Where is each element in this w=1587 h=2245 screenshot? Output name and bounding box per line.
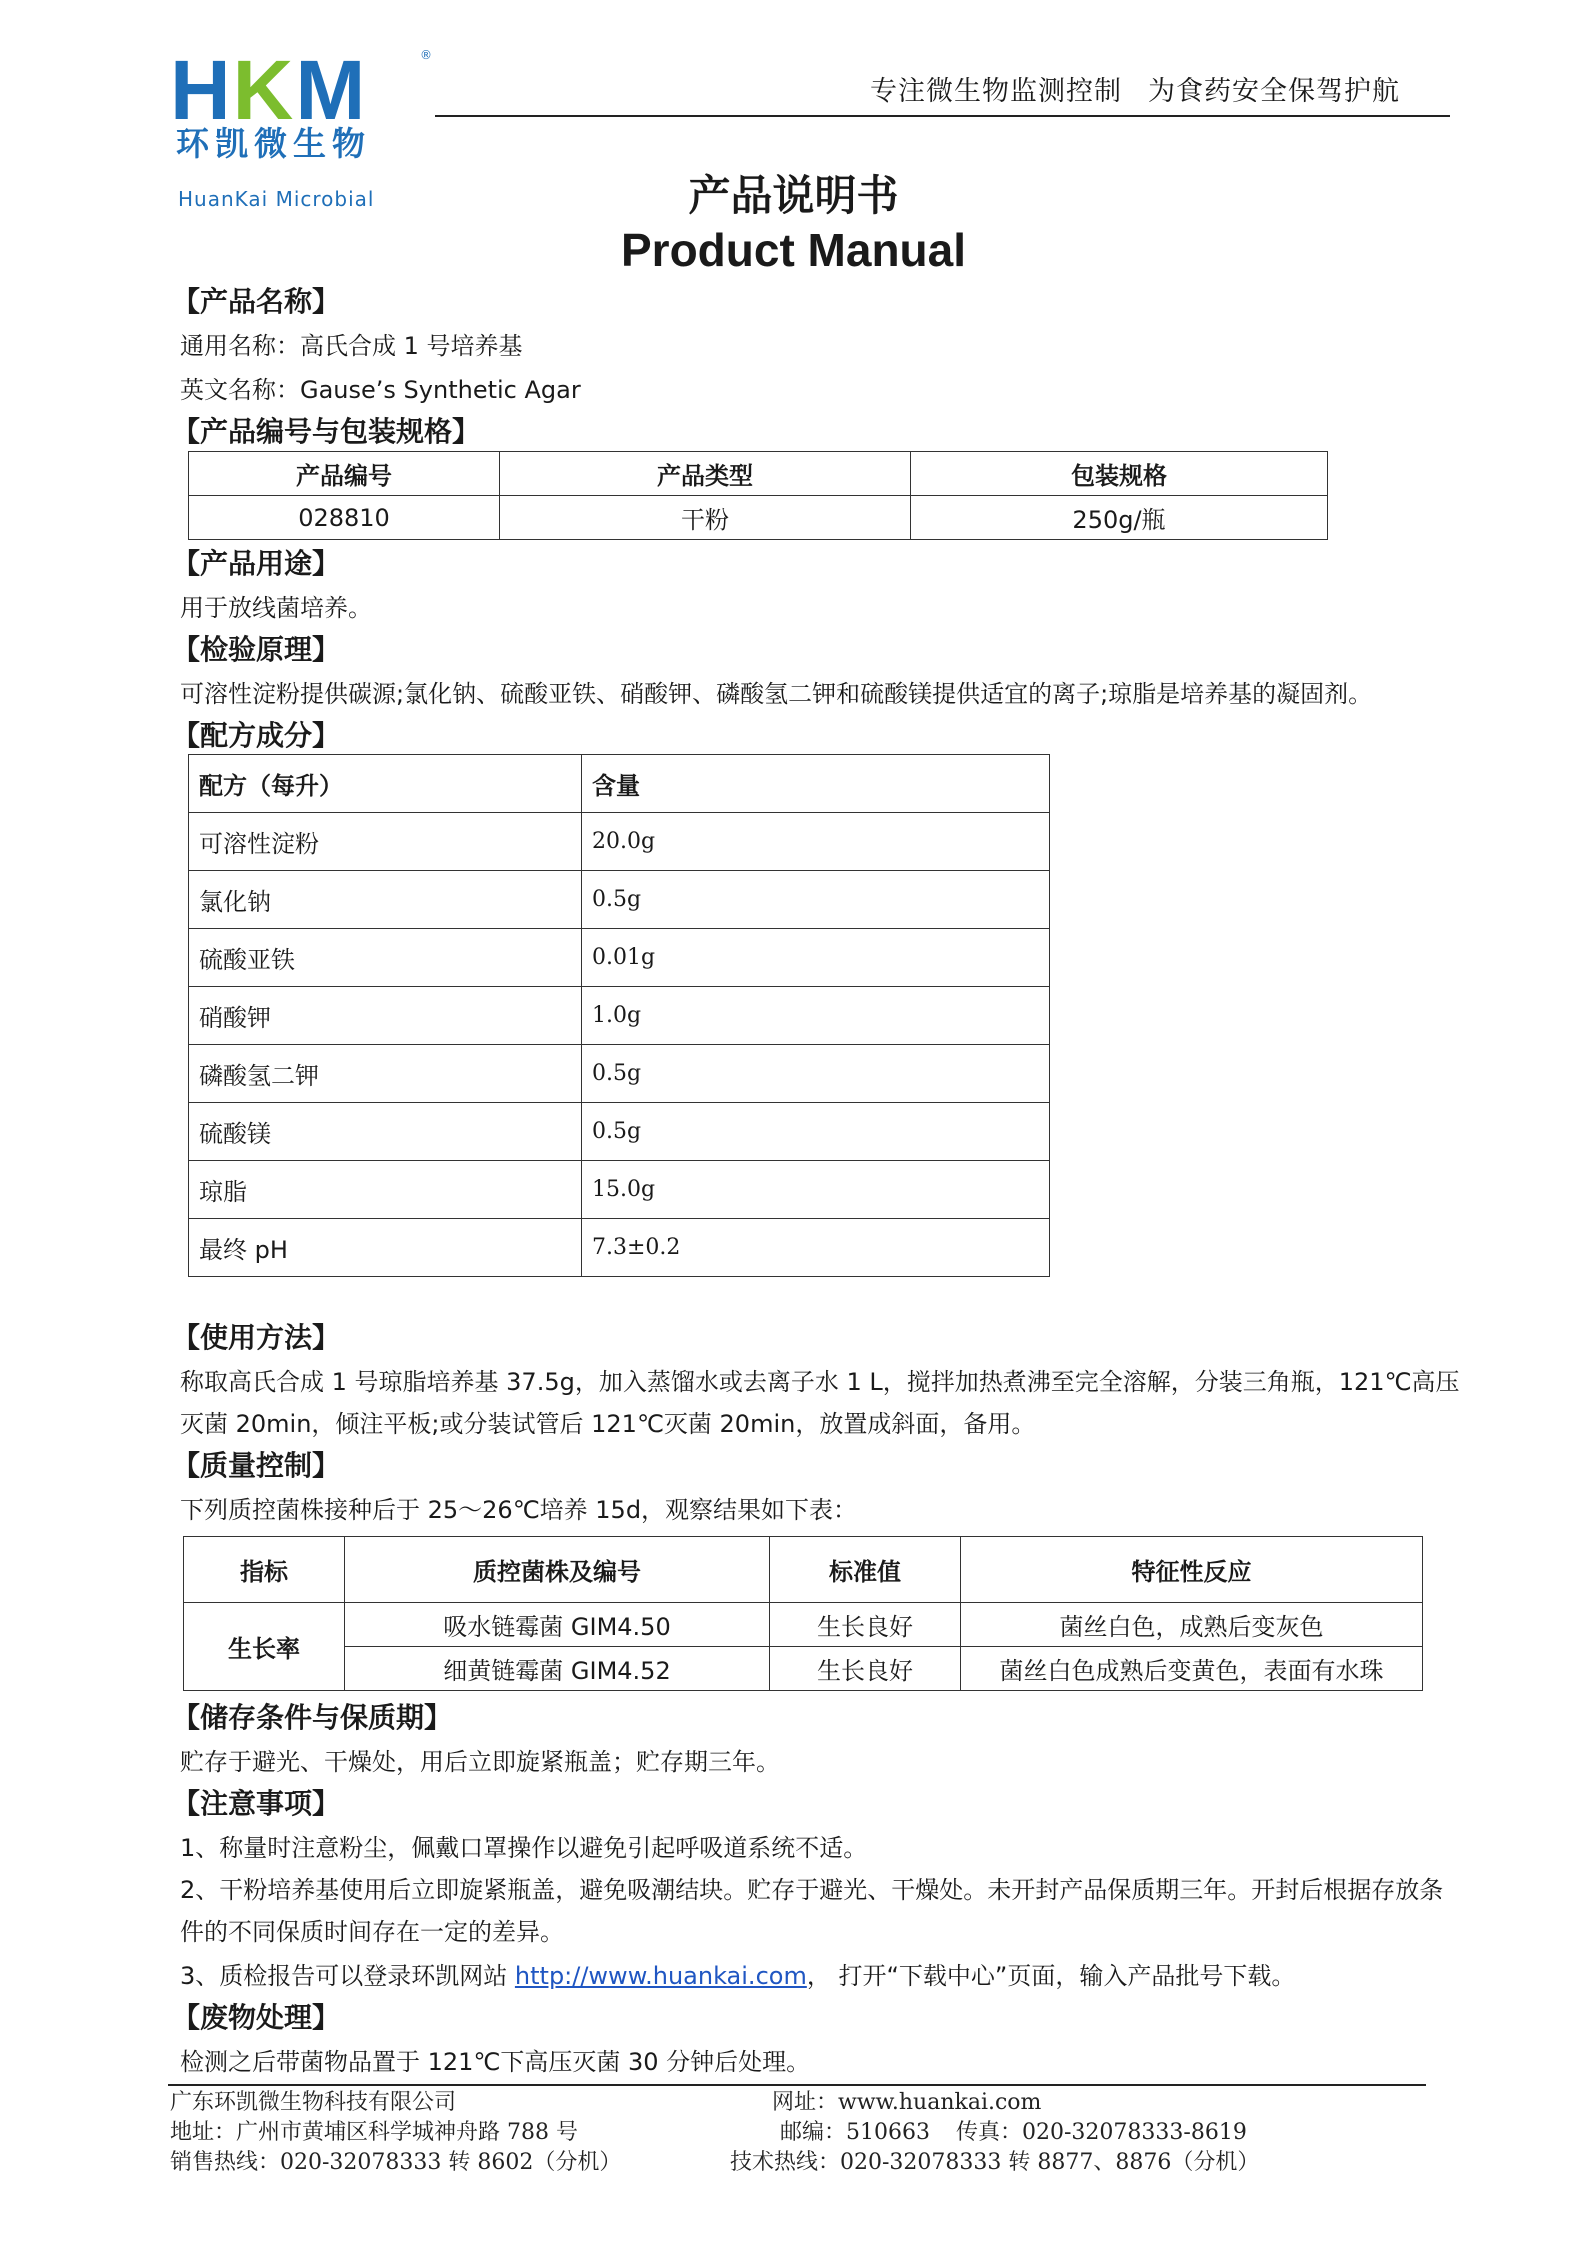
reaction-text: 菌丝白色，成熟后变灰色 — [961, 1603, 1423, 1647]
slogan-part-1: 专注微生物监测控制 — [870, 76, 1122, 107]
note-3 — [180, 1958, 1295, 1994]
footer-sales-hotline: 销售热线：020-32078333 转 8602（分机） — [170, 2150, 622, 2175]
ingredient-name: 硫酸亚铁 — [189, 929, 582, 987]
english-name-value: Gause’s Synthetic Agar — [300, 376, 581, 404]
logo-mark: HKM — [170, 43, 368, 137]
ingredient-name: 磷酸氢二钾 — [189, 1045, 582, 1103]
quality-col-reaction: 特征性反应 — [961, 1537, 1423, 1603]
footer-tech-hotline: 技术热线：020-32078333 转 8877、8876（分机） — [730, 2150, 1260, 2175]
note-3-prefix: 3、质检报告可以登录环凯网站 — [180, 1962, 515, 1990]
heading-formula: 【配方成分】 — [172, 719, 341, 752]
spec-header-row — [189, 452, 1328, 496]
note-3-suffix: ， 打开“下载中心”页面，输入产品批号下载。 — [806, 1962, 1296, 1990]
formula-col-ingredient: 配方（每升） — [189, 755, 582, 813]
logo-chinese-name: 环凯微生物 — [176, 124, 371, 163]
footer-postcode: 邮编：510663 — [780, 2120, 930, 2145]
quality-col-strain: 质控菌株及编号 — [345, 1537, 770, 1603]
slogan-part-2: 为食药安全保驾护航 — [1148, 76, 1400, 107]
ingredient-amount: 0.5g — [582, 1045, 1050, 1103]
common-name-line — [180, 328, 523, 364]
heading-method: 【使用方法】 — [172, 1321, 341, 1354]
quality-col-standard: 标准值 — [770, 1537, 961, 1603]
ingredient-amount: 1.0g — [582, 987, 1050, 1045]
spec-col-package: 包装规格 — [911, 452, 1328, 496]
footer-website: 网址：www.huankai.com — [772, 2090, 1042, 2115]
quality-group-label: 生长率 — [184, 1603, 345, 1691]
standard-value: 生长良好 — [770, 1603, 961, 1647]
ingredient-amount: 15.0g — [582, 1161, 1050, 1219]
ingredient-amount: 7.3±0.2 — [582, 1219, 1050, 1277]
table-row — [184, 1603, 1423, 1647]
company-logo — [170, 43, 440, 211]
table-row — [189, 1161, 1050, 1219]
quality-col-indicator: 指标 — [184, 1537, 345, 1603]
method-text-line-2: 灭菌 20min，倾注平板;或分装试管后 121℃灭菌 20min，放置成斜面，备用。 — [180, 1410, 1036, 1438]
website-link[interactable]: http://www.huankai.com — [514, 1962, 807, 1990]
english-name-label: 英文名称： — [180, 376, 300, 404]
ingredient-name: 硝酸钾 — [189, 987, 582, 1045]
title-chinese: 产品说明书 — [688, 171, 899, 220]
table-row — [184, 1647, 1423, 1691]
footer-address: 地址：广州市黄埔区科学城神舟路 788 号 — [170, 2120, 578, 2145]
heading-principle: 【检验原理】 — [172, 633, 341, 666]
strain-name: 吸水链霉菌 GIM4.50 — [345, 1603, 770, 1647]
spec-col-code: 产品编号 — [189, 452, 500, 496]
heading-product-spec: 【产品编号与包装规格】 — [172, 415, 481, 448]
ingredient-name: 琼脂 — [189, 1161, 582, 1219]
quality-header-row — [184, 1537, 1423, 1603]
heading-notes: 【注意事项】 — [172, 1787, 341, 1820]
ingredient-name: 最终 pH — [189, 1219, 582, 1277]
header-slogan — [870, 74, 1400, 110]
heading-waste: 【废物处理】 — [172, 2001, 341, 2034]
ingredient-amount: 0.01g — [582, 929, 1050, 987]
spec-code: 028810 — [189, 496, 500, 540]
heading-usage: 【产品用途】 — [172, 547, 341, 580]
spec-table — [188, 451, 1328, 540]
storage-text: 贮存于避光、干燥处，用后立即旋紧瓶盖；贮存期三年。 — [180, 1748, 780, 1776]
table-row — [189, 496, 1328, 540]
english-name-line — [180, 372, 581, 408]
spec-package: 250g/瓶 — [911, 496, 1328, 540]
waste-text: 检测之后带菌物品置于 121℃下高压灭菌 30 分钟后处理。 — [180, 2048, 811, 2076]
ingredient-name: 硫酸镁 — [189, 1103, 582, 1161]
ingredient-name: 可溶性淀粉 — [189, 813, 582, 871]
registered-mark: ® — [420, 48, 432, 62]
table-row — [189, 1045, 1050, 1103]
table-row — [189, 813, 1050, 871]
title-english: Product Manual — [620, 224, 967, 276]
quality-intro: 下列质控菌株接种后于 25～26℃培养 15d，观察结果如下表： — [180, 1496, 858, 1524]
principle-text: 可溶性淀粉提供碳源;氯化钠、硫酸亚铁、硝酸钾、磷酸氢二钾和硫酸镁提供适宜的离子;琼脂是培养基的凝固剂。 — [180, 680, 1373, 708]
note-2-line-1: 2、干粉培养基使用后立即旋紧瓶盖，避免吸潮结块。贮存于避光、干燥处。未开封产品保质期三年。开封后根据存放条 — [180, 1876, 1444, 1904]
reaction-text: 菌丝白色成熟后变黄色，表面有水珠 — [961, 1647, 1423, 1691]
logo-english-name: HuanKai Microbial — [178, 187, 375, 211]
ingredient-name: 氯化钠 — [189, 871, 582, 929]
table-row — [189, 929, 1050, 987]
spec-col-type: 产品类型 — [500, 452, 911, 496]
footer-fax: 传真：020-32078333-8619 — [956, 2120, 1247, 2145]
note-1: 1、称量时注意粉尘，佩戴口罩操作以避免引起呼吸道系统不适。 — [180, 1834, 868, 1862]
table-row — [189, 1219, 1050, 1277]
footer-divider — [168, 2084, 1426, 2086]
spec-type: 干粉 — [500, 496, 911, 540]
table-row — [189, 987, 1050, 1045]
common-name-value: 高氏合成 1 号培养基 — [300, 332, 523, 360]
heading-product-name: 【产品名称】 — [172, 285, 341, 318]
heading-quality: 【质量控制】 — [172, 1449, 341, 1482]
formula-table — [188, 754, 1050, 1277]
table-row — [189, 1103, 1050, 1161]
standard-value: 生长良好 — [770, 1647, 961, 1691]
formula-col-amount: 含量 — [582, 755, 1050, 813]
ingredient-amount: 0.5g — [582, 871, 1050, 929]
header-divider — [435, 115, 1450, 117]
ingredient-amount: 0.5g — [582, 1103, 1050, 1161]
quality-table — [183, 1536, 1423, 1691]
ingredient-amount: 20.0g — [582, 813, 1050, 871]
footer-company: 广东环凯微生物科技有限公司 — [170, 2090, 457, 2115]
strain-name: 细黄链霉菌 GIM4.52 — [345, 1647, 770, 1691]
table-row — [189, 871, 1050, 929]
formula-header-row — [189, 755, 1050, 813]
usage-text: 用于放线菌培养。 — [180, 594, 372, 622]
heading-storage: 【储存条件与保质期】 — [172, 1701, 453, 1734]
method-text-line-1: 称取高氏合成 1 号琼脂培养基 37.5g，加入蒸馏水或去离子水 1 L，搅拌加热煮沸至完全溶解，分装三角瓶，121℃高压 — [180, 1368, 1460, 1396]
common-name-label: 通用名称： — [180, 332, 300, 360]
note-2-line-2: 件的不同保质时间存在一定的差异。 — [180, 1918, 564, 1946]
